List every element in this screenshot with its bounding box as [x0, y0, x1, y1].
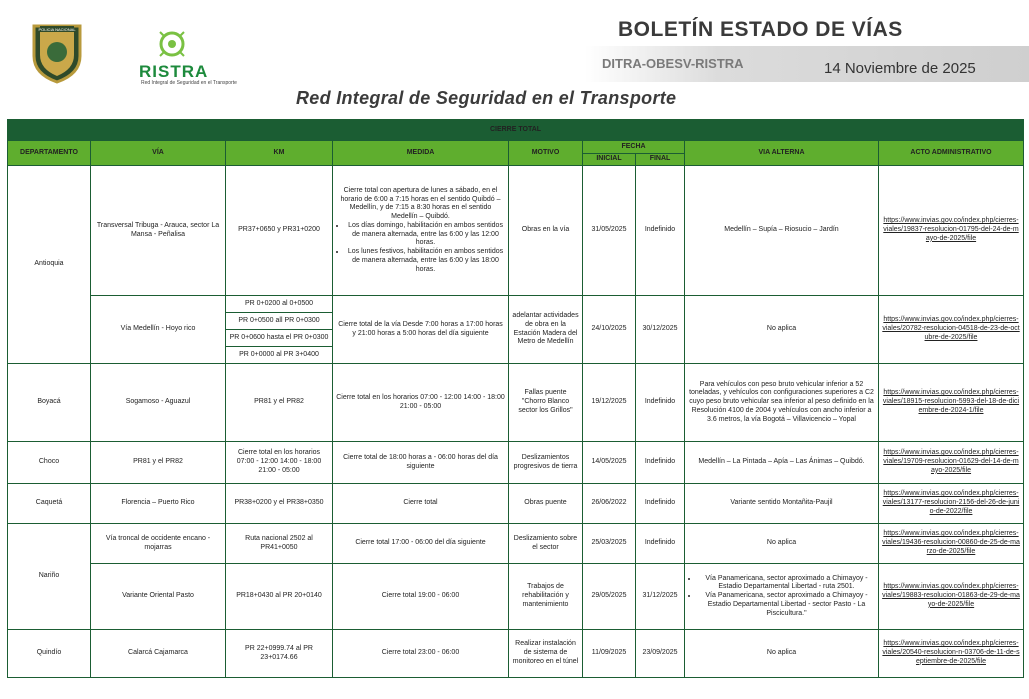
km-cell: PR18+0430 al PR 20+0140	[226, 564, 333, 630]
col-via: VÍA	[91, 141, 226, 166]
via-cell: Transversal Tribuga - Arauca, sector La Mansa - Peñalisa	[91, 166, 226, 296]
acto-link[interactable]: https://www.invias.gov.co/index.php/cierres-viales/20782-resolucion-04518-de-23-de-octubre-de-2025/file	[879, 296, 1024, 364]
col-via-alterna: VIA ALTERNA	[685, 141, 879, 166]
bulletin-date: 14 Noviembre de 2025	[824, 60, 976, 77]
medida-cell: Cierre total de 18:00 horas a - 06:00 horas del día siguiente	[333, 442, 509, 484]
alterna-bullet: • Vía Panamericana, sector aproximado a Chimayoy - Estadio Departamental Libertad - sector Pasto - La Piscicultura."	[698, 592, 875, 618]
inicial-cell: 26/06/2022	[583, 484, 636, 524]
via-cell: Calarcá Cajamarca	[91, 630, 226, 678]
dept-cell: Nariño	[8, 524, 91, 630]
alterna-cell: No aplica	[685, 524, 879, 564]
acto-link[interactable]: https://www.invias.gov.co/index.php/cierres-viales/20540-resolucion-n-03706-de-11-de-septiembre-de-2025/file	[879, 630, 1024, 678]
via-cell: Vía troncal de occidente encano - mojarras	[91, 524, 226, 564]
final-cell: Indefinido	[636, 364, 685, 442]
table-row	[8, 296, 1024, 313]
km-cell: PR 22+0999.74 al PR 23+0174.66	[226, 630, 333, 678]
final-cell: Indefinido	[636, 442, 685, 484]
alterna-cell: Variante sentido Montañita-Paujil	[685, 484, 879, 524]
alterna-bullet: • Vía Panamericana, sector aproximado a Chimayoy - Estadio Departamental Libertad - ruta 2501.	[698, 575, 875, 593]
medida-cell: Cierre total en los horarios 07:00 - 12:00 14:00 - 18:00 21:00 - 05:00	[333, 364, 509, 442]
km-cell: PR 0+0200 al 0+0500	[226, 296, 333, 313]
motivo-cell: Obras en la vía	[509, 166, 583, 296]
dept-cell: Choco	[8, 442, 91, 484]
km-cell: PR 0+0000 al PR 3+0400	[226, 347, 333, 364]
km-cell: PR81 y el PR82	[226, 364, 333, 442]
medida-text: Medellín, y de 7:15 a 8:30 horas en el sentido Medellín – Quibdó.	[349, 204, 492, 220]
table-row	[8, 442, 1024, 484]
medida-bullet: • Los lunes festivos, habilitación en ambos sentidos de manera alternada, entre las 6:00 y las 18:00 horas.	[346, 248, 505, 274]
inicial-cell: 19/12/2025	[583, 364, 636, 442]
alterna-cell: Medellín – La Pintada – Apía – Las Ánimas – Quibdó.	[685, 442, 879, 484]
inicial-cell: 14/05/2025	[583, 442, 636, 484]
dept-cell: Caquetá	[8, 484, 91, 524]
final-cell: Indefinido	[636, 524, 685, 564]
final-cell: Indefinido	[636, 484, 685, 524]
km-cell: PR37+0650 y PR31+0200	[226, 166, 333, 296]
table-row	[8, 484, 1024, 524]
page-subtitle: Red Integral de Seguridad en el Transporte	[296, 88, 677, 108]
column-header-row	[8, 141, 1024, 154]
medida-cell: Cierre total 17:00 - 06:00 del día siguiente	[333, 524, 509, 564]
acto-link[interactable]: https://www.invias.gov.co/index.php/cierres-viales/19709-resolucion-01629-del-14-de-mayo-2025/file	[879, 442, 1024, 484]
motivo-cell: Fallas puente "Chorro Blanco sector los Grillos"	[509, 364, 583, 442]
motivo-cell: adelantar actividades de obra en la Estación Madera del Metro de Medellín	[509, 296, 583, 364]
road-closures-table	[7, 119, 1024, 678]
inicial-cell: 31/05/2025	[583, 166, 636, 296]
inicial-cell: 11/09/2025	[583, 630, 636, 678]
table-row	[8, 166, 1024, 296]
via-cell: Sogamoso - Aguazul	[91, 364, 226, 442]
motivo-cell: Deslizamientos progresivos de tierra	[509, 442, 583, 484]
col-medida: MEDIDA	[333, 141, 509, 166]
acto-link[interactable]: https://www.invias.gov.co/index.php/cierres-viales/19883-resolucion-01863-de-29-de-mayo-de-2025/file	[879, 564, 1024, 630]
table-row	[8, 630, 1024, 678]
inicial-cell: 29/05/2025	[583, 564, 636, 630]
col-final: FINAL	[636, 154, 685, 166]
dept-cell: Antioquia	[8, 166, 91, 364]
inicial-cell: 25/03/2025	[583, 524, 636, 564]
via-cell: PR81 y el PR82	[91, 442, 226, 484]
col-motivo: MOTIVO	[509, 141, 583, 166]
page-header	[0, 0, 1029, 118]
inicial-cell: 24/10/2025	[583, 296, 636, 364]
unit-code: DITRA-OBESV-RISTRA	[602, 56, 744, 71]
bulletin-title: BOLETÍN ESTADO DE VÍAS	[618, 18, 903, 41]
col-acto: ACTO ADMINISTRATIVO	[879, 141, 1024, 166]
final-cell: 31/12/2025	[636, 564, 685, 630]
medida-cell: Cierre total 23:00 - 06:00	[333, 630, 509, 678]
alterna-cell: Medellín – Supía – Riosucio – Jardín	[685, 166, 879, 296]
acto-link[interactable]: https://www.invias.gov.co/index.php/cierres-viales/19837-resolucion-01795-del-24-de-mayo-de-2025/file	[879, 166, 1024, 296]
final-cell: Indefinido	[636, 166, 685, 296]
km-cell: PR 0+0500 all PR 0+0300	[226, 313, 333, 330]
col-km: KM	[226, 141, 333, 166]
table-row	[8, 364, 1024, 442]
km-cell: Ruta nacional 2502 al PR41+0050	[226, 524, 333, 564]
table-row	[8, 524, 1024, 564]
motivo-cell: Trabajos de rehabilitación y mantenimiento	[509, 564, 583, 630]
section-title-row	[8, 120, 1024, 141]
medida-cell	[333, 166, 509, 296]
km-cell: PR38+0200 y el PR38+0350	[226, 484, 333, 524]
police-shield-logo	[30, 22, 84, 84]
alterna-cell: No aplica	[685, 296, 879, 364]
ristra-tagline: Red Integral de Seguridad en el Transporte	[141, 80, 237, 86]
col-inicial: INICIAL	[583, 154, 636, 166]
medida-cell: Cierre total 19:00 - 06:00	[333, 564, 509, 630]
medida-text: Cierre total con apertura de lunes a sábado, en el horario de 6:00 a 7:15 horas en el sentido Quibdó –	[340, 186, 501, 203]
final-cell: 30/12/2025	[636, 296, 685, 364]
medida-bullets	[336, 222, 505, 275]
alterna-cell: No aplica	[685, 630, 879, 678]
medida-cell: Cierre total de la vía Desde 7:00 horas a 17:00 horas y 21:00 horas a 5:00 horas del día siguiente	[333, 296, 509, 364]
alterna-cell: Para vehículos con peso bruto vehicular inferior a 52 toneladas, y vehículos con configuraciones superiores a C2 cuyo peso bruto vehicular sea inferior al peso definido en la Resolución 4100 de 2004 y vehículos con ancho inferior a 3.6 metros, la vía Bogotá – Villavicencio – Yopal	[685, 364, 879, 442]
acto-link[interactable]: https://www.invias.gov.co/index.php/cierres-viales/13177-resolucion-2156-del-26-de-junio-de-2022/file	[879, 484, 1024, 524]
alterna-bullets	[688, 575, 875, 619]
km-cell: PR 0+0600 hasta el PR 0+0300	[226, 330, 333, 347]
via-cell: Variante Oriental Pasto	[91, 564, 226, 630]
motivo-cell: Realizar instalación de sistema de monitoreo en el túnel	[509, 630, 583, 678]
motivo-cell: Deslizamiento sobre el sector	[509, 524, 583, 564]
km-cell: Cierre total en los horarios 07:00 - 12:00 14:00 - 18:00 21:00 - 05:00	[226, 442, 333, 484]
via-cell: Vía Medellín - Hoyo rico	[91, 296, 226, 364]
section-title: CIERRE TOTAL	[8, 120, 1024, 141]
alterna-cell	[685, 564, 879, 630]
via-cell: Florencia – Puerto Rico	[91, 484, 226, 524]
dept-cell: Boyacá	[8, 364, 91, 442]
ristra-wordmark: RISTRA	[139, 62, 209, 81]
medida-cell: Cierre total	[333, 484, 509, 524]
col-departamento: DEPARTAMENTO	[8, 141, 91, 166]
acto-link[interactable]: https://www.invias.gov.co/index.php/cierres-viales/18915-resolucion-5993-del-18-de-diciembre-de-2024-1/file	[879, 364, 1024, 442]
dept-cell: Quindío	[8, 630, 91, 678]
final-cell: 23/09/2025	[636, 630, 685, 678]
svg-text:POLICIA NACIONAL: POLICIA NACIONAL	[38, 27, 76, 32]
motivo-cell: Obras puente	[509, 484, 583, 524]
acto-link[interactable]: https://www.invias.gov.co/index.php/cierres-viales/19436-resolucion-00860-de-25-de-marzo-de-2025/file	[879, 524, 1024, 564]
medida-bullet: • Los días domingo, habilitación en ambos sentidos de manera alternada, entre las 6:00 y las 12:00 horas.	[346, 222, 505, 248]
col-fecha: FECHA	[583, 141, 685, 154]
table-row	[8, 564, 1024, 630]
